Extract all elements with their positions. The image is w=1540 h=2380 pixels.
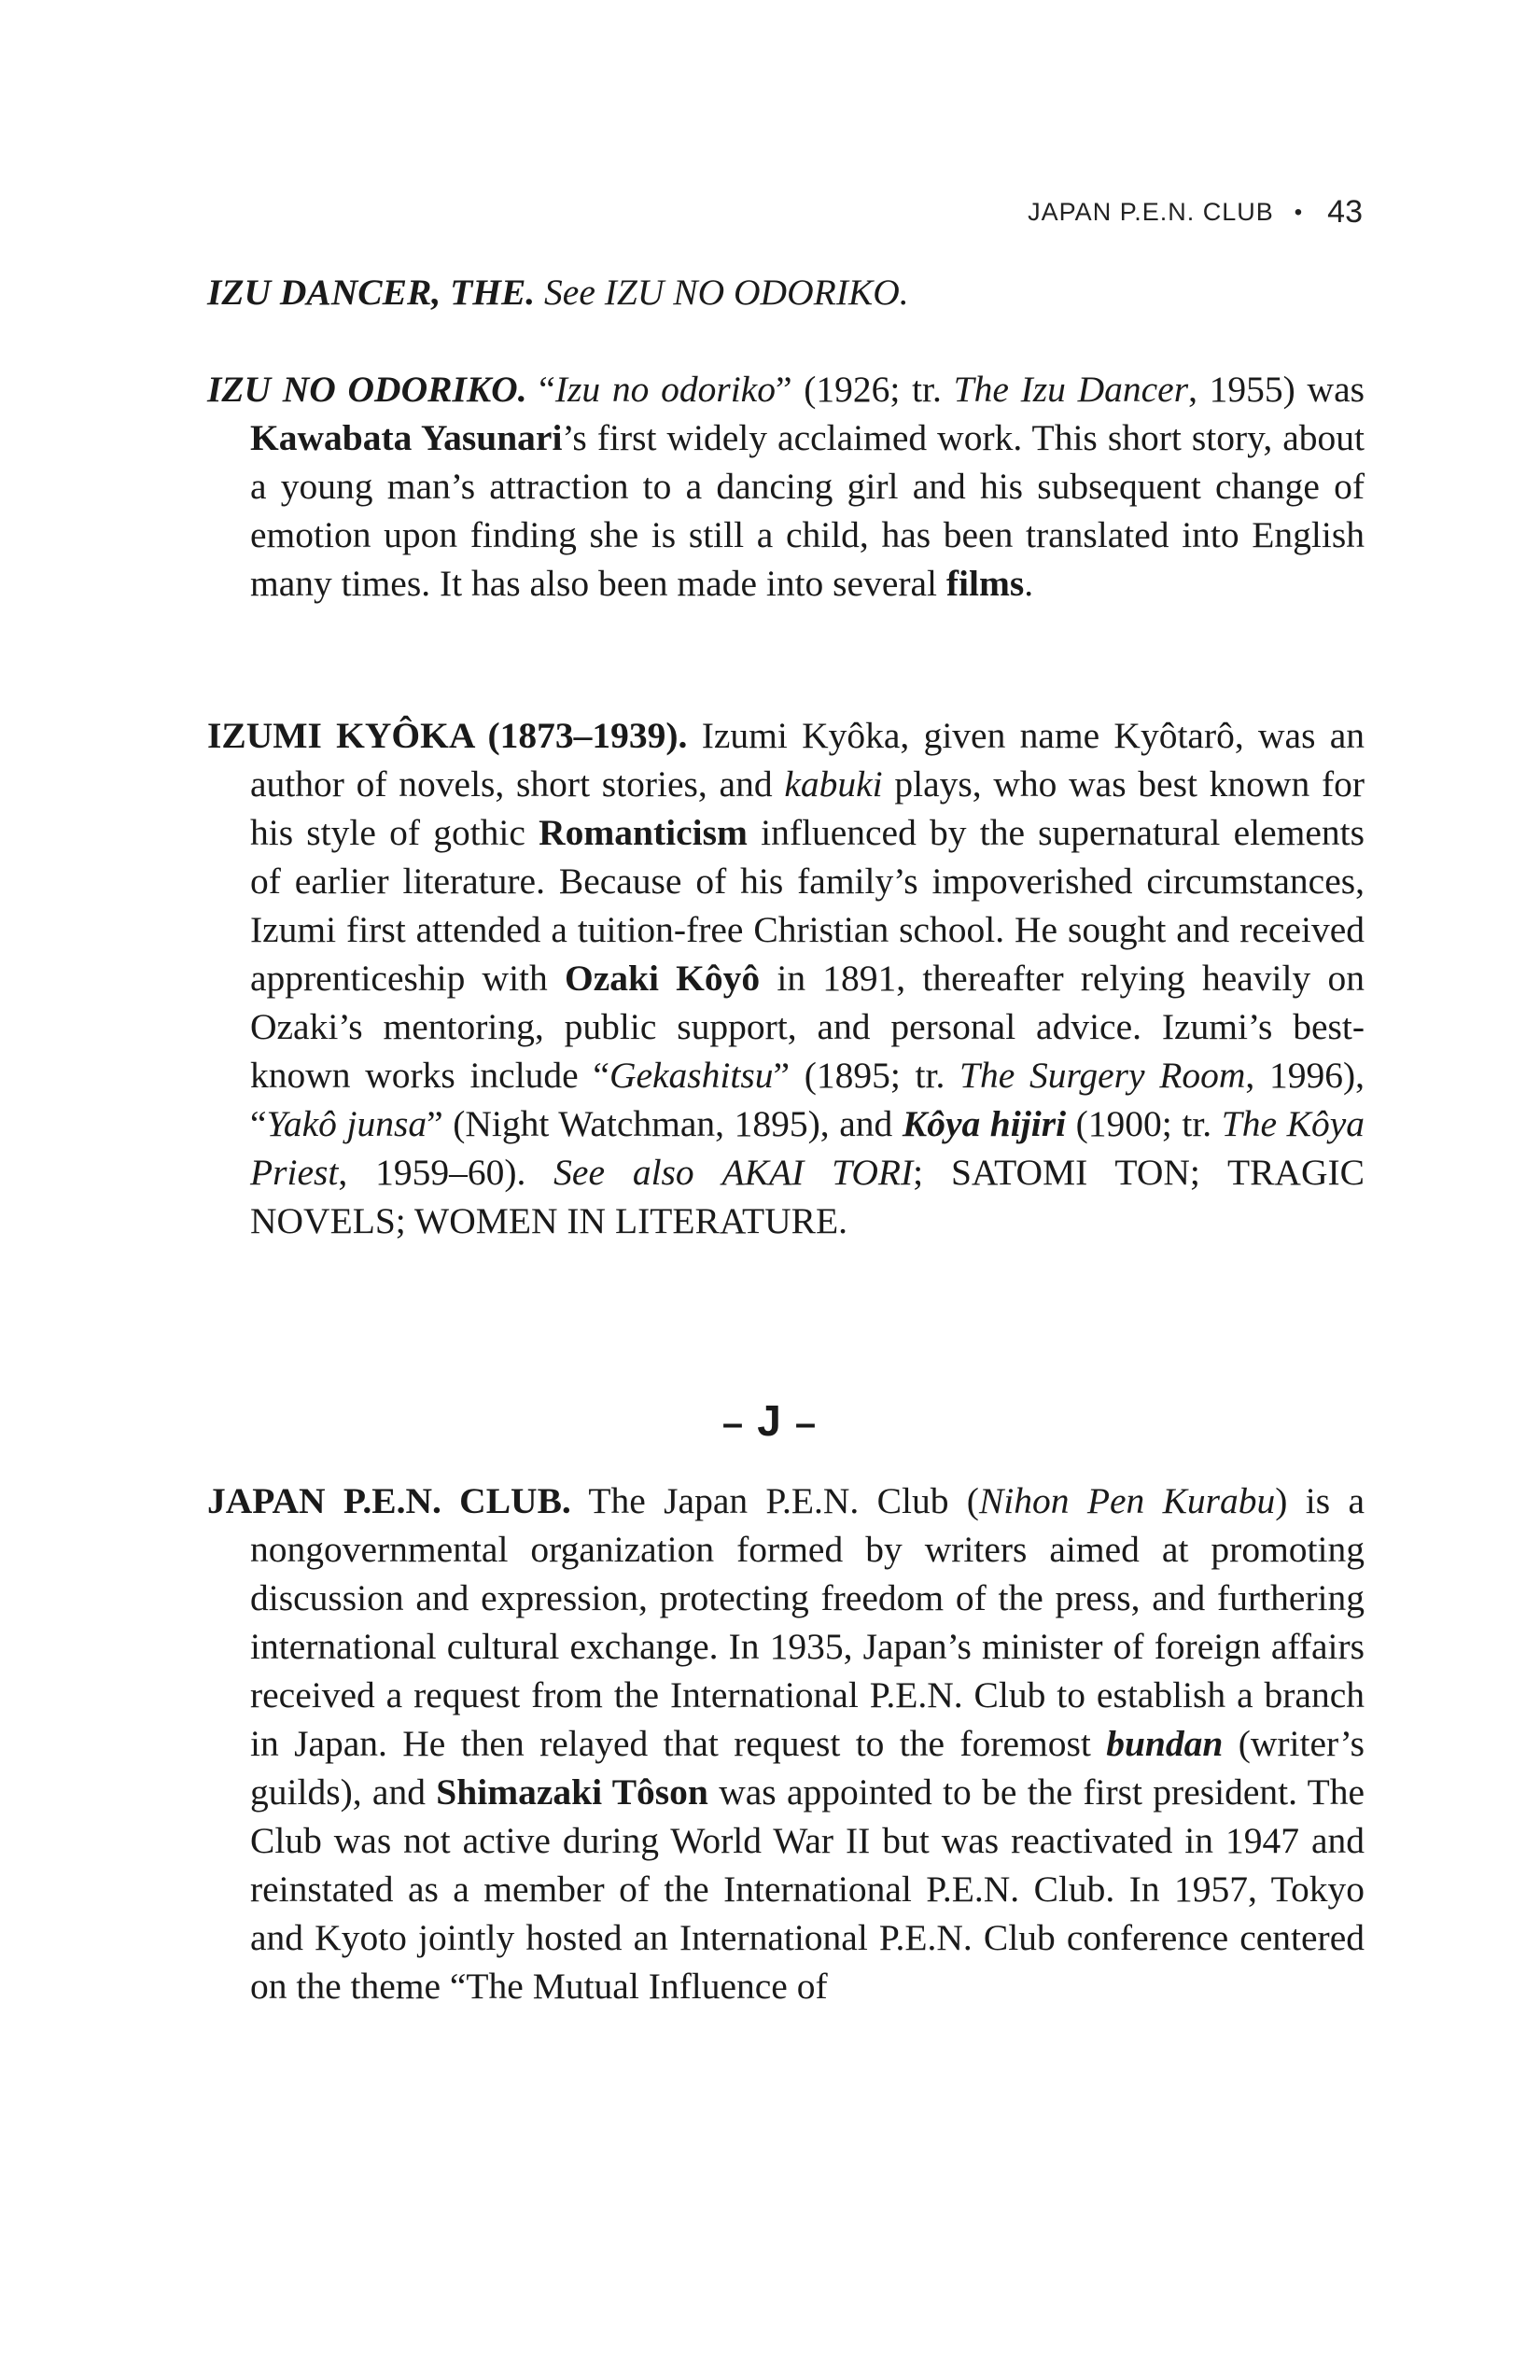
see-also-label: See also (553, 1152, 694, 1193)
text-run: ” (1926; tr. (775, 369, 954, 410)
entry-japan-pen-club (207, 1477, 1365, 2010)
text-run: influenced by the supernatural elements of earlier literature. Because of his family’s impoverished circumstances, Izumi first attended a tuition-free Christian school. He sought and received apprenticeship with (250, 812, 1365, 999)
cross-reference: Ozaki Kôyô (565, 958, 761, 999)
section-letter: J (757, 1396, 783, 1445)
entry-izumi-kyoka (207, 711, 1365, 1245)
cross-reference: films (945, 563, 1025, 604)
entry-headword: IZU DANCER, THE. (207, 272, 536, 313)
text-run: “ (526, 369, 555, 410)
cross-reference: Kawabata Yasunari (250, 417, 563, 458)
entry-text (207, 1477, 1365, 2010)
text-run: , 1955) was (1188, 369, 1365, 410)
page-number: 43 (1327, 194, 1363, 230)
text-run: , 1996), “ (250, 1055, 1365, 1144)
entry-headword: JAPAN P.E.N. CLUB. (207, 1480, 571, 1521)
text-run: Izumi Kyôka, given name Kyôtarô, was an author of novels, short stories, and (250, 715, 1365, 805)
text-run: , 1959–60). (338, 1152, 554, 1193)
italic-term: kabuki (784, 763, 883, 805)
cross-reference: Kôya hijiri (902, 1103, 1067, 1144)
text-run: ” (1895; tr. (773, 1055, 960, 1096)
work-title-english: The Surgery Room (959, 1055, 1246, 1096)
entry-izu-dancer (207, 268, 1365, 316)
work-title: Gekashitsu (609, 1055, 774, 1096)
work-title-english: The Izu Dancer (953, 369, 1189, 410)
see-label: See (544, 272, 595, 313)
entry-izu-no-odoriko (207, 365, 1365, 608)
running-head (1028, 194, 1363, 231)
section-letter-heading (0, 1395, 1540, 1446)
italic-term: Nihon Pen Kurabu (978, 1480, 1276, 1521)
section-dash-right: – (794, 1403, 819, 1444)
running-title: JAPAN P.E.N. CLUB (1028, 198, 1274, 226)
entry-headword: IZU NO ODORIKO. (207, 369, 527, 410)
text-run: The Japan P.E.N. Club ( (570, 1480, 979, 1521)
text-run: was appointed to be the first president. The Club was not active during World War II but was reactivated in 1947 and reinstated as a member of the International P.E.N. Club. In 1957, Tokyo and Kyoto jointly hosted an International P.E.N. Club conference centered on the theme “The Mutual Influence of (250, 1771, 1365, 2007)
cross-reference: Romanticism (539, 812, 748, 853)
text-run: ) is a nongovernmental organization formed by writers aimed at promoting discussion and expression, protecting freedom of the press, and furthering international cultural exchange. In 1935, Japan’s minister of foreign affairs received a request from the International P.E.N. Club to establish a branch in Japan. He then relayed that request to the foremost (250, 1480, 1365, 1764)
see-also-target: AKAI TORI (721, 1152, 914, 1193)
entry-text (207, 268, 1365, 316)
bullet-separator: • (1294, 199, 1304, 225)
entry-text (207, 365, 1365, 608)
text-run: . (1024, 563, 1034, 604)
work-title: Yakô junsa (266, 1103, 427, 1144)
section-dash-left: – (721, 1403, 746, 1444)
text-run: (1900; tr. (1066, 1103, 1222, 1144)
work-title: Izu no odoriko (554, 369, 776, 410)
text-run: ” (Night Watchman, 1895), and (427, 1103, 903, 1144)
entry-headword: IZUMI KYÔKA (1873–1939). (207, 715, 688, 756)
text-run: plays, who was best known for his style of gothic (250, 763, 1365, 853)
text-run: (writer’s guilds), and (250, 1723, 1365, 1813)
entry-text (207, 711, 1365, 1245)
see-target: IZU NO ODORIKO. (604, 272, 909, 313)
text-run: ’s first widely acclaimed work. This short story, about a young man’s attraction to a dancing girl and his subsequent change of emotion upon finding she is still a child, has been translated into English many times. It has also been made into several (250, 417, 1365, 604)
cross-reference: bundan (1106, 1723, 1224, 1764)
text-run: ; SATOMI TON; TRAGIC NOVELS; WOMEN IN LITERATURE. (250, 1152, 1365, 1241)
text-run: in 1891, thereafter relying heavily on Ozaki’s mentoring, public support, and personal advice. Izumi’s best-known works include “ (250, 958, 1365, 1096)
work-title-english: The Kôya Priest (250, 1103, 1365, 1193)
cross-reference: Shimazaki Tôson (436, 1771, 708, 1813)
